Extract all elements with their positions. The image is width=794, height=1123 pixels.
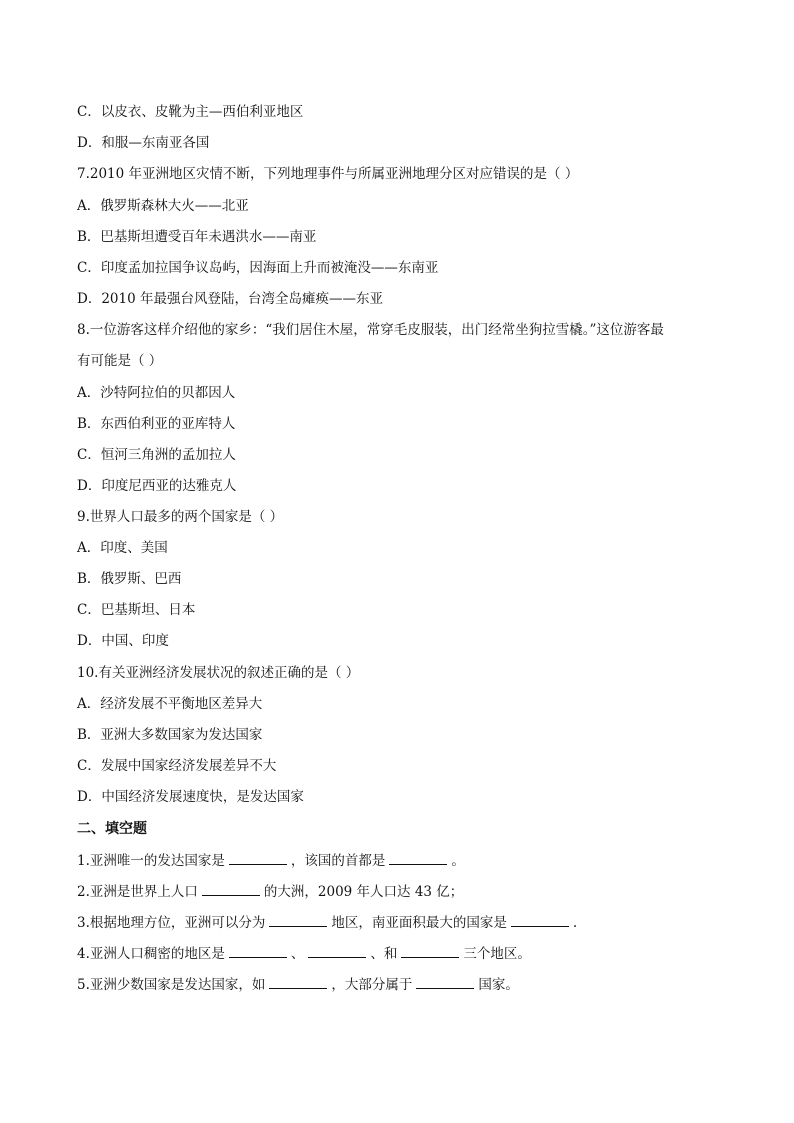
fill-3-text-c: .	[572, 915, 578, 931]
option-c-q7: C．印度孟加拉国争议岛屿，因海面上升而被淹没——东南亚	[77, 260, 439, 276]
answer-blank[interactable]	[269, 975, 327, 989]
answer-blank[interactable]	[202, 882, 260, 896]
option-a-q10: A．经济发展不平衡地区差异大	[77, 696, 263, 712]
fill-question-5	[77, 975, 519, 994]
option-a-q7: A．俄罗斯森林大火——北亚	[77, 198, 249, 214]
answer-blank[interactable]	[401, 944, 459, 958]
option-c-q8: C．恒河三角洲的孟加拉人	[77, 447, 236, 463]
option-a-q9: A．印度、美国	[77, 540, 168, 556]
fill-2-text-a: 2.亚洲是世界上人口	[77, 884, 198, 900]
option-c-q10: C．发展中国家经济发展差异不大	[77, 758, 277, 774]
option-c-q6: C．以皮衣、皮靴为主—西伯利亚地区	[77, 104, 304, 120]
answer-blank[interactable]	[308, 944, 366, 958]
section-heading-fill-in: 二、填空题	[77, 821, 147, 837]
fill-4-text-b: 、	[290, 946, 305, 962]
option-d-q6: D．和服—东南亚各国	[77, 135, 210, 151]
option-d-q7: D．2010 年最强台风登陆，台湾全岛瘫痪——东亚	[77, 291, 383, 307]
fill-1-text-a: 1.亚洲唯一的发达国家是	[77, 853, 225, 869]
option-d-q10: D．中国经济发展速度快，是发达国家	[77, 789, 304, 805]
answer-blank[interactable]	[389, 851, 447, 865]
answer-blank[interactable]	[229, 944, 287, 958]
fill-5-text-b: ，大部分属于	[331, 977, 413, 993]
question-9: 9.世界人口最多的两个国家是（ ）	[77, 509, 284, 525]
option-a-q8: A．沙特阿拉伯的贝都因人	[77, 385, 236, 401]
answer-blank[interactable]	[416, 975, 474, 989]
answer-blank[interactable]	[511, 913, 569, 927]
fill-question-2	[77, 882, 463, 901]
option-d-q8: D．印度尼西亚的达雅克人	[77, 478, 237, 494]
fill-2-text-b: 的大洲，2009 年人口达 43 亿；	[263, 884, 464, 900]
option-c-q9: C．巴基斯坦、日本	[77, 602, 196, 618]
fill-3-text-b: 地区，南亚面积最大的国家是	[331, 915, 507, 931]
fill-4-text-c: 、和	[370, 946, 398, 962]
answer-blank[interactable]	[229, 851, 287, 865]
fill-3-text-a: 3.根据地理方位，亚洲可以分为	[77, 915, 266, 931]
option-b-q10: B．亚洲大多数国家为发达国家	[77, 727, 263, 743]
fill-question-4	[77, 944, 531, 963]
fill-4-text-a: 4.亚洲人口稠密的地区是	[77, 946, 225, 962]
fill-1-text-b: ，该国的首都是	[290, 853, 386, 869]
fill-question-3	[77, 913, 577, 932]
option-b-q8: B．东西伯利亚的亚库特人	[77, 416, 236, 432]
question-8-line2: 有可能是（ ）	[77, 353, 163, 369]
fill-1-text-c: 。	[451, 853, 465, 869]
question-8-line1: 8.一位游客这样介绍他的家乡：“我们居住木屋，常穿毛皮服装，出门经常坐狗拉雪橇。”这位游客最	[77, 322, 664, 338]
question-7: 7.2010 年亚洲地区灾情不断，下列地理事件与所属亚洲地理分区对应错误的是（ ）	[77, 166, 579, 182]
fill-5-text-c: 国家。	[478, 977, 519, 993]
fill-question-1	[77, 851, 465, 870]
option-b-q9: B．俄罗斯、巴西	[77, 571, 182, 587]
answer-blank[interactable]	[269, 913, 327, 927]
question-10: 10.有关亚洲经济发展状况的叙述正确的是（ ）	[77, 665, 360, 681]
fill-5-text-a: 5.亚洲少数国家是发达国家，如	[77, 977, 266, 993]
option-d-q9: D．中国、印度	[77, 633, 169, 649]
option-b-q7: B．巴基斯坦遭受百年未遇洪水——南亚	[77, 229, 317, 245]
fill-4-text-d: 三个地区。	[463, 946, 531, 962]
